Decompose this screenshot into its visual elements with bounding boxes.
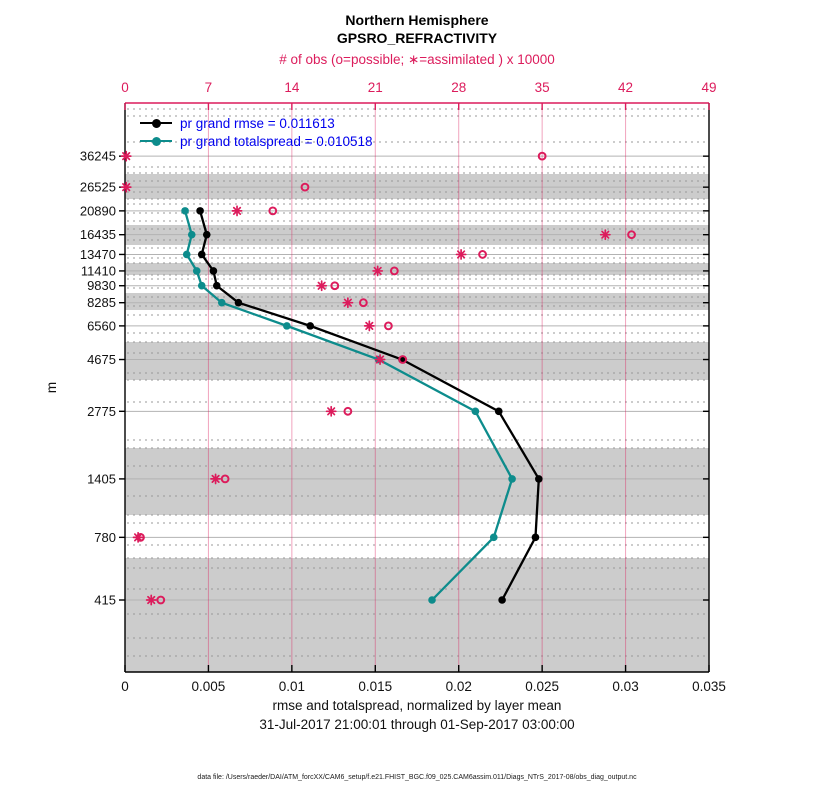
pr-grand-rmse-point (198, 251, 206, 259)
pr-grand-totalspread-point (218, 299, 226, 307)
pr-grand-totalspread-point (181, 207, 189, 215)
totalspread-dot-icon (152, 137, 161, 146)
top-tick-label: 14 (284, 80, 300, 95)
y-tick-label: 6560 (87, 318, 116, 334)
y-tick-label: 13470 (79, 246, 116, 262)
y-tick-label: 36245 (79, 148, 116, 164)
chart-title-variable: GPSRO_REFRACTIVITY (336, 30, 498, 46)
pr-grand-totalspread-point (198, 282, 206, 290)
top-tick-label: 21 (367, 80, 383, 95)
top-tick-label: 7 (204, 80, 213, 95)
legend (140, 114, 373, 150)
y-tick-label: 8285 (87, 295, 116, 311)
pr-grand-totalspread-point (283, 322, 291, 330)
legend-row-totalspread (140, 132, 373, 150)
assimilated-obs-marker (147, 595, 156, 604)
bottom-tick-label: 0.01 (278, 679, 305, 694)
y-axis-label: m (44, 381, 60, 394)
bottom-tick-label: 0.025 (525, 679, 560, 694)
pr-grand-rmse-point (235, 299, 243, 307)
assimilated-obs-marker (365, 321, 374, 330)
pr-grand-totalspread-point (490, 534, 498, 542)
bottom-tick-label: 0.015 (358, 679, 393, 694)
pr-grand-totalspread-point (428, 596, 436, 604)
assimilated-obs-marker (211, 474, 220, 483)
top-tick-label: 35 (534, 80, 550, 95)
pr-grand-rmse-point (306, 322, 314, 330)
legend-label-rmse: pr grand rmse = 0.011613 (180, 115, 335, 131)
top-axis-label: # of obs (o=possible; ∗=assimilated ) x 10000 (279, 52, 555, 67)
legend-label-totalspread: pr grand totalspread = 0.010518 (180, 133, 373, 149)
bottom-tick-label: 0 (121, 679, 129, 694)
pr-grand-totalspread-point (472, 408, 480, 416)
bottom-tick-label: 0.005 (191, 679, 226, 694)
pr-grand-rmse-point (498, 596, 506, 604)
top-tick-label: 49 (701, 80, 717, 95)
pr-grand-totalspread-point (508, 475, 516, 483)
assimilated-obs-marker (343, 298, 352, 307)
rmse-dot-icon (152, 119, 161, 128)
top-tick-label: 42 (618, 80, 634, 95)
assimilated-obs-marker (375, 355, 384, 364)
layer-band (125, 174, 709, 199)
rmse-line-swatch (140, 122, 172, 125)
legend-row-rmse (140, 114, 373, 132)
y-tick-label: 2775 (87, 403, 116, 419)
chart-title-region: Northern Hemisphere (345, 12, 489, 28)
pr-grand-totalspread-point (188, 231, 196, 239)
pr-grand-rmse-point (535, 475, 543, 483)
bottom-tick-label: 0.03 (612, 679, 639, 694)
assimilated-obs-marker (327, 407, 336, 416)
y-tick-label: 11410 (80, 263, 116, 279)
assimilated-obs-marker (456, 250, 465, 259)
y-tick-label: 26525 (79, 179, 116, 195)
assimilated-obs-marker (601, 230, 610, 239)
top-tick-label: 0 (121, 80, 129, 95)
pr-grand-rmse-point (495, 408, 503, 416)
bottom-tick-label: 0.035 (692, 679, 726, 694)
bottom-tick-label: 0.02 (445, 679, 472, 694)
y-tick-label: 1405 (87, 471, 116, 487)
date-range-label: 31-Jul-2017 21:00:01 through 01-Sep-2017 03:00:00 (259, 717, 575, 732)
assimilated-obs-marker (122, 183, 131, 192)
y-tick-label: 415 (94, 592, 116, 608)
y-tick-label: 9830 (87, 278, 116, 294)
pr-grand-totalspread-point (183, 251, 191, 259)
layer-band (125, 342, 709, 380)
y-tick-label: 780 (94, 529, 116, 545)
y-tick-label: 20890 (79, 203, 116, 219)
layer-band (125, 558, 709, 672)
pr-grand-rmse-point (196, 207, 204, 215)
x-axis-label: rmse and totalspread, normalized by layer mean (272, 698, 562, 713)
y-tick-label: 16435 (79, 227, 116, 243)
top-tick-label: 28 (451, 80, 467, 95)
data-file-path: data file: /Users/raeder/DAI/ATM_forcXX/CAM6_setup/f.e21.FHIST_BGC.f09_025.CAM6assim.011/Diags_NTrS_2017-08/obs_diag_output.nc (197, 774, 637, 781)
totalspread-line-swatch (140, 140, 172, 143)
assimilated-obs-marker (232, 206, 241, 215)
assimilated-obs-marker (317, 281, 326, 290)
y-tick-label: 4675 (87, 352, 116, 368)
assimilated-obs-marker (373, 266, 382, 275)
pr-grand-rmse-point (210, 267, 218, 275)
pr-grand-totalspread-point (193, 267, 201, 275)
assimilated-obs-marker (134, 533, 143, 542)
pr-grand-rmse-point (213, 282, 221, 290)
pr-grand-rmse-point (203, 231, 211, 239)
pr-grand-rmse-point (532, 534, 540, 542)
assimilated-obs-marker (122, 152, 131, 161)
